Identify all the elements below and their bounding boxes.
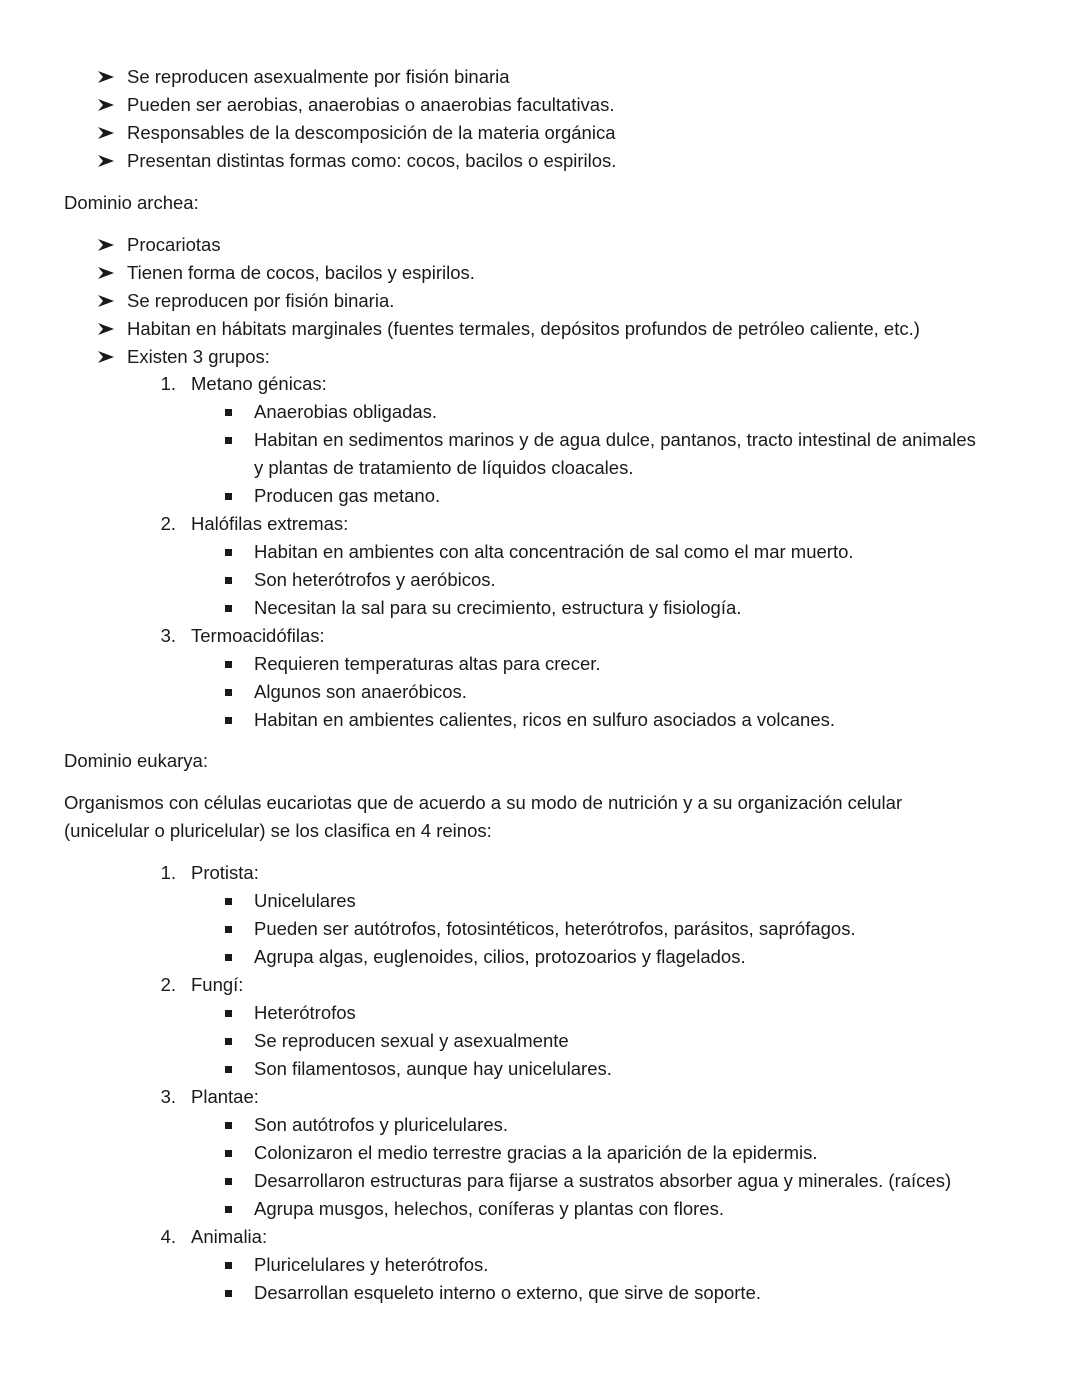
square-bullet-icon [225,577,232,584]
square-bullet-icon [225,1038,232,1045]
square-bullet-icon [225,409,232,416]
square-bullet-icon [225,926,232,933]
kingdom-item: Son autótrofos y pluricelulares. [254,1114,508,1135]
square-bullet-icon [225,717,232,724]
archaea-trait: Existen 3 grupos: [127,346,270,367]
square-bullet-icon [225,605,232,612]
archaea-group-item-continuation: y plantas de tratamiento de líquidos cloacales. [254,457,634,478]
kingdom-item: Agrupa algas, euglenoides, cilios, protozoarios y flagelados. [254,946,746,967]
square-bullet-icon [225,1066,232,1073]
arrow-bullet-icon [97,350,115,364]
arrow-bullet-icon [97,98,115,112]
eukarya-heading: Dominio eukarya: [64,750,208,771]
square-bullet-icon [225,549,232,556]
archaea-group-item: Habitan en ambientes calientes, ricos en sulfuro asociados a volcanes. [254,709,836,730]
archaea-group-name: Halófilas extremas: [191,513,349,534]
archaea-group-item: Son heterótrofos y aeróbicos. [254,569,496,590]
square-bullet-icon [225,1122,232,1129]
bacteria-trait: Se reproducen asexualmente por fisión binaria [127,66,510,87]
kingdom-item: Unicelulares [254,890,356,911]
list-number: 1. [160,862,176,883]
list-number: 3. [160,1086,176,1107]
kingdom-item: Son filamentosos, aunque hay unicelulares. [254,1058,612,1079]
square-bullet-icon [225,954,232,961]
square-bullet-icon [225,437,232,444]
square-bullet-icon [225,898,232,905]
arrow-bullet-icon [97,154,115,168]
kingdom-name: Fungí: [191,974,244,995]
archaea-trait: Procariotas [127,234,221,255]
archaea-heading: Dominio archea: [64,192,199,213]
kingdom-item: Colonizaron el medio terrestre gracias a la aparición de la epidermis. [254,1142,818,1163]
archaea-group-item: Requieren temperaturas altas para crecer. [254,653,601,674]
archaea-group-item: Anaerobias obligadas. [254,401,438,422]
eukarya-intro-line: Organismos con células eucariotas que de acuerdo a su modo de nutrición y a su organización celular [64,792,903,813]
archaea-group-item: Algunos son anaeróbicos. [254,681,467,702]
archaea-group-item: Necesitan la sal para su crecimiento, estructura y fisiología. [254,597,742,618]
arrow-bullet-icon [97,238,115,252]
archaea-trait: Tienen forma de cocos, bacilos y espirilos. [127,262,475,283]
square-bullet-icon [225,1262,232,1269]
arrow-bullet-icon [97,126,115,140]
kingdom-item: Se reproducen sexual y asexualmente [254,1030,569,1051]
list-number: 1. [160,373,176,394]
square-bullet-icon [225,689,232,696]
archaea-group-name: Termoacidófilas: [191,625,325,646]
archaea-group-name: Metano génicas: [191,373,327,394]
archaea-group-item: Habitan en ambientes con alta concentración de sal como el mar muerto. [254,541,854,562]
square-bullet-icon [225,1206,232,1213]
archaea-trait: Habitan en hábitats marginales (fuentes termales, depósitos profundos de petróleo caliente, etc.) [127,318,920,339]
square-bullet-icon [225,661,232,668]
kingdom-item: Agrupa musgos, helechos, coníferas y plantas con flores. [254,1198,724,1219]
kingdom-name: Animalia: [191,1226,268,1247]
kingdom-name: Protista: [191,862,259,883]
list-number: 2. [160,513,176,534]
archaea-group-item: Habitan en sedimentos marinos y de agua dulce, pantanos, tracto intestinal de animales [254,429,976,450]
kingdom-item: Desarrollan esqueleto interno o externo, que sirve de soporte. [254,1282,761,1303]
square-bullet-icon [225,1150,232,1157]
kingdom-name: Plantae: [191,1086,259,1107]
eukarya-intro-line: (unicelular o pluricelular) se los clasifica en 4 reinos: [64,820,492,841]
kingdom-item: Pluricelulares y heterótrofos. [254,1254,489,1275]
list-number: 4. [160,1226,176,1247]
kingdom-item: Heterótrofos [254,1002,356,1023]
kingdom-item: Pueden ser autótrofos, fotosintéticos, heterótrofos, parásitos, saprófagos. [254,918,856,939]
kingdom-item: Desarrollaron estructuras para fijarse a sustratos absorber agua y minerales. (raíces) [254,1170,952,1191]
archaea-group-item: Producen gas metano. [254,485,441,506]
bacteria-trait: Pueden ser aerobias, anaerobias o anaerobias facultativas. [127,94,615,115]
archaea-trait: Se reproducen por fisión binaria. [127,290,395,311]
bacteria-trait: Presentan distintas formas como: cocos, bacilos o espirilos. [127,150,617,171]
list-number: 2. [160,974,176,995]
list-number: 3. [160,625,176,646]
square-bullet-icon [225,1290,232,1297]
square-bullet-icon [225,493,232,500]
arrow-bullet-icon [97,70,115,84]
square-bullet-icon [225,1178,232,1185]
bacteria-trait: Responsables de la descomposición de la materia orgánica [127,122,616,143]
arrow-bullet-icon [97,266,115,280]
arrow-bullet-icon [97,322,115,336]
square-bullet-icon [225,1010,232,1017]
arrow-bullet-icon [97,294,115,308]
